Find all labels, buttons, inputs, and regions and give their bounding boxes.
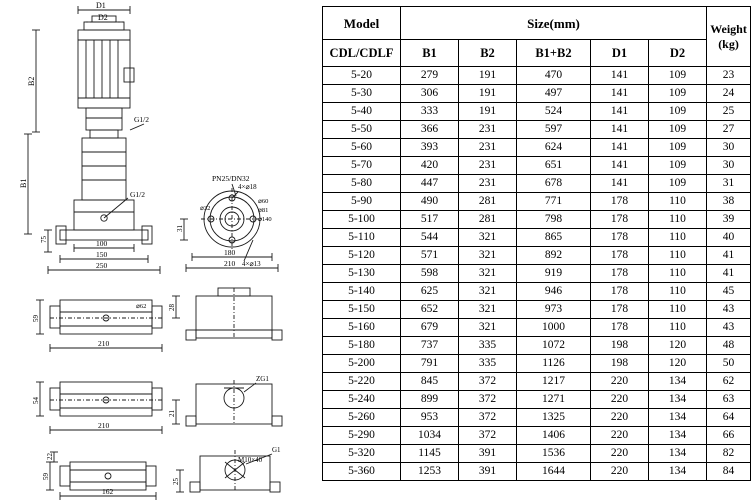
cell-weight: 24 <box>707 85 751 103</box>
cell-b1b2: 771 <box>517 193 591 211</box>
cell-d2: 120 <box>649 337 707 355</box>
label-v3-210: 210 <box>98 421 110 430</box>
cell-d2: 109 <box>649 103 707 121</box>
cell-weight: 43 <box>707 319 751 337</box>
label-4x13: 4×⌀13 <box>242 260 261 268</box>
cell-b1b2: 1406 <box>517 427 591 445</box>
label-v2-210: 210 <box>98 339 110 348</box>
cell-b1b2: 865 <box>517 229 591 247</box>
cell-b1: 953 <box>401 409 459 427</box>
label-75: 75 <box>40 236 48 243</box>
cell-model: 5-80 <box>323 175 401 193</box>
cell-d1: 178 <box>591 283 649 301</box>
cell-weight: 66 <box>707 427 751 445</box>
cell-d2: 110 <box>649 301 707 319</box>
label-v4-m10: M10×40 <box>238 456 263 464</box>
label-v2-62: ⌀62 <box>136 303 147 310</box>
cell-d1: 220 <box>591 427 649 445</box>
cell-model: 5-100 <box>323 211 401 229</box>
cell-b1: 1034 <box>401 427 459 445</box>
table-row <box>323 121 751 139</box>
label-v2-59: 59 <box>32 315 40 322</box>
cell-b1b2: 1325 <box>517 409 591 427</box>
cell-b1: 899 <box>401 391 459 409</box>
cell-b1b2: 1644 <box>517 463 591 481</box>
cell-model: 5-290 <box>323 427 401 445</box>
label-v4-g1: G1 <box>272 446 281 454</box>
table-row <box>323 337 751 355</box>
cell-weight: 41 <box>707 247 751 265</box>
flange-plan-view <box>176 174 278 272</box>
cell-d2: 110 <box>649 283 707 301</box>
cell-d1: 141 <box>591 139 649 157</box>
cell-d2: 109 <box>649 121 707 139</box>
table-row <box>323 463 751 481</box>
table-row <box>323 409 751 427</box>
cell-model: 5-140 <box>323 283 401 301</box>
cell-d2: 110 <box>649 229 707 247</box>
cell-b2: 372 <box>459 373 517 391</box>
cell-b1b2: 624 <box>517 139 591 157</box>
base-view-4 <box>42 452 156 500</box>
label-31: 31 <box>176 225 184 232</box>
cell-b1: 279 <box>401 67 459 85</box>
cell-b2: 391 <box>459 445 517 463</box>
cell-model: 5-240 <box>323 391 401 409</box>
cell-model: 5-320 <box>323 445 401 463</box>
cell-b1: 366 <box>401 121 459 139</box>
label-g12-top: G1/2 <box>134 115 149 124</box>
cell-b1: 1145 <box>401 445 459 463</box>
cell-d2: 134 <box>649 445 707 463</box>
label-100: 100 <box>96 239 108 248</box>
cell-weight: 25 <box>707 103 751 121</box>
cell-d1: 141 <box>591 121 649 139</box>
cell-model: 5-200 <box>323 355 401 373</box>
cell-b2: 231 <box>459 157 517 175</box>
cell-model: 5-120 <box>323 247 401 265</box>
cell-b1: 333 <box>401 103 459 121</box>
cell-d2: 110 <box>649 247 707 265</box>
table-row <box>323 103 751 121</box>
table-row <box>323 67 751 85</box>
cell-b1b2: 678 <box>517 175 591 193</box>
table-row <box>323 427 751 445</box>
cell-weight: 45 <box>707 283 751 301</box>
cell-model: 5-50 <box>323 121 401 139</box>
pump-technical-drawing <box>0 0 320 500</box>
cell-d2: 109 <box>649 139 707 157</box>
cell-b1: 420 <box>401 157 459 175</box>
label-d1: D1 <box>96 1 106 10</box>
cell-weight: 48 <box>707 337 751 355</box>
pump-elevation-view <box>19 1 160 274</box>
cell-b2: 335 <box>459 355 517 373</box>
cell-d1: 141 <box>591 157 649 175</box>
cell-b1b2: 973 <box>517 301 591 319</box>
cell-b1: 447 <box>401 175 459 193</box>
cell-b2: 321 <box>459 229 517 247</box>
cell-d1: 141 <box>591 103 649 121</box>
cell-d1: 141 <box>591 85 649 103</box>
cell-model: 5-110 <box>323 229 401 247</box>
cell-weight: 63 <box>707 391 751 409</box>
cell-d2: 134 <box>649 373 707 391</box>
cell-b1b2: 524 <box>517 103 591 121</box>
cell-d2: 110 <box>649 193 707 211</box>
cell-b1b2: 892 <box>517 247 591 265</box>
label-v4-25: 25 <box>172 478 180 485</box>
cell-model: 5-40 <box>323 103 401 121</box>
cell-weight: 38 <box>707 193 751 211</box>
cell-d1: 220 <box>591 445 649 463</box>
label-flange-spec: PN25/DN32 <box>212 174 250 183</box>
base-view-4b <box>172 446 281 492</box>
cell-d2: 109 <box>649 157 707 175</box>
cell-b1: 517 <box>401 211 459 229</box>
label-d2: D2 <box>98 13 108 22</box>
cell-d2: 110 <box>649 211 707 229</box>
cell-model: 5-260 <box>323 409 401 427</box>
cell-b2: 191 <box>459 67 517 85</box>
cell-b2: 321 <box>459 283 517 301</box>
table-row <box>323 301 751 319</box>
cell-b2: 191 <box>459 103 517 121</box>
cell-b1: 393 <box>401 139 459 157</box>
cell-d1: 198 <box>591 355 649 373</box>
cell-b1b2: 1000 <box>517 319 591 337</box>
cell-weight: 43 <box>707 301 751 319</box>
cell-b2: 321 <box>459 319 517 337</box>
cell-d1: 178 <box>591 301 649 319</box>
cell-weight: 39 <box>707 211 751 229</box>
cell-b2: 231 <box>459 121 517 139</box>
cell-d1: 220 <box>591 391 649 409</box>
table-row <box>323 319 751 337</box>
cell-weight: 23 <box>707 67 751 85</box>
table-row <box>323 229 751 247</box>
base-view-3b <box>168 375 282 426</box>
label-b1: B1 <box>19 178 28 188</box>
table-row <box>323 211 751 229</box>
cell-model: 5-20 <box>323 67 401 85</box>
cell-b2: 281 <box>459 193 517 211</box>
header-d1: D1 <box>591 40 649 67</box>
cell-weight: 64 <box>707 409 751 427</box>
cell-d2: 134 <box>649 391 707 409</box>
header-model: Model <box>323 7 401 40</box>
cell-b2: 372 <box>459 391 517 409</box>
table-header-row-2 <box>323 40 751 67</box>
cell-d1: 141 <box>591 67 649 85</box>
cell-weight: 82 <box>707 445 751 463</box>
label-v4-22: 22 <box>46 453 54 460</box>
label-g12-mid: G1/2 <box>130 190 145 199</box>
base-view-3 <box>32 382 162 434</box>
cell-b1b2: 1217 <box>517 373 591 391</box>
label-d32: ⌀32 <box>200 205 211 212</box>
table-row <box>323 355 751 373</box>
cell-model: 5-30 <box>323 85 401 103</box>
cell-weight: 41 <box>707 265 751 283</box>
header-weight <box>707 7 751 67</box>
cell-weight: 30 <box>707 139 751 157</box>
cell-b2: 391 <box>459 463 517 481</box>
header-b1b2: B1+B2 <box>517 40 591 67</box>
cell-d1: 141 <box>591 175 649 193</box>
cell-b1b2: 1271 <box>517 391 591 409</box>
cell-d2: 109 <box>649 85 707 103</box>
cell-model: 5-90 <box>323 193 401 211</box>
cell-weight: 27 <box>707 121 751 139</box>
cell-b1: 845 <box>401 373 459 391</box>
base-view-2 <box>32 300 162 352</box>
dimensions-table-wrapper <box>322 6 750 496</box>
cell-d1: 220 <box>591 373 649 391</box>
cell-d1: 178 <box>591 229 649 247</box>
label-150: 150 <box>96 250 108 259</box>
cell-weight: 62 <box>707 373 751 391</box>
cell-b2: 281 <box>459 211 517 229</box>
label-4x18: 4×⌀18 <box>238 183 257 191</box>
dimensions-table <box>322 6 751 481</box>
cell-b1: 652 <box>401 301 459 319</box>
table-row <box>323 175 751 193</box>
cell-b2: 372 <box>459 427 517 445</box>
label-250: 250 <box>96 261 108 270</box>
header-b2: B2 <box>459 40 517 67</box>
cell-d2: 110 <box>649 265 707 283</box>
cell-b2: 321 <box>459 265 517 283</box>
cell-weight: 40 <box>707 229 751 247</box>
label-d81: ⌀81 <box>258 207 269 214</box>
label-v4-59: 59 <box>42 473 50 480</box>
cell-b1: 1253 <box>401 463 459 481</box>
cell-model: 5-60 <box>323 139 401 157</box>
cell-d1: 220 <box>591 463 649 481</box>
cell-weight: 84 <box>707 463 751 481</box>
cell-b2: 372 <box>459 409 517 427</box>
label-b2: B2 <box>27 76 36 86</box>
label-v4-162: 162 <box>102 487 114 496</box>
label-zg1: ZG1 <box>256 375 269 383</box>
cell-d2: 134 <box>649 463 707 481</box>
cell-b2: 335 <box>459 337 517 355</box>
cell-b1b2: 651 <box>517 157 591 175</box>
header-weight-line1: Weight <box>710 21 747 36</box>
cell-model: 5-180 <box>323 337 401 355</box>
cell-d1: 178 <box>591 247 649 265</box>
table-row <box>323 85 751 103</box>
table-row <box>323 157 751 175</box>
cell-b1b2: 798 <box>517 211 591 229</box>
cell-b1: 625 <box>401 283 459 301</box>
cell-b1b2: 1536 <box>517 445 591 463</box>
cell-b1: 571 <box>401 247 459 265</box>
cell-b1b2: 1126 <box>517 355 591 373</box>
cell-b1: 544 <box>401 229 459 247</box>
cell-b1: 679 <box>401 319 459 337</box>
cell-weight: 30 <box>707 157 751 175</box>
header-d2: D2 <box>649 40 707 67</box>
table-header-row-1 <box>323 7 751 40</box>
cell-b1: 598 <box>401 265 459 283</box>
table-row <box>323 283 751 301</box>
header-weight-line2: (kg) <box>718 36 739 51</box>
cell-model: 5-220 <box>323 373 401 391</box>
cell-model: 5-70 <box>323 157 401 175</box>
table-row <box>323 265 751 283</box>
header-model-sub: CDL/CDLF <box>323 40 401 67</box>
cell-model: 5-130 <box>323 265 401 283</box>
cell-b1b2: 497 <box>517 85 591 103</box>
cell-d2: 109 <box>649 67 707 85</box>
cell-b2: 321 <box>459 301 517 319</box>
cell-d2: 134 <box>649 409 707 427</box>
cell-d1: 178 <box>591 211 649 229</box>
label-v3-21: 21 <box>168 410 176 417</box>
label-d140: ⌀140 <box>258 216 272 223</box>
cell-model: 5-360 <box>323 463 401 481</box>
cell-b1b2: 946 <box>517 283 591 301</box>
cell-d2: 110 <box>649 319 707 337</box>
cell-d1: 178 <box>591 193 649 211</box>
cell-b1b2: 1072 <box>517 337 591 355</box>
cell-d2: 134 <box>649 427 707 445</box>
table-row <box>323 391 751 409</box>
base-view-2b <box>168 288 282 340</box>
cell-model: 5-150 <box>323 301 401 319</box>
cell-b1b2: 470 <box>517 67 591 85</box>
table-row <box>323 373 751 391</box>
cell-b1: 306 <box>401 85 459 103</box>
cell-d1: 178 <box>591 319 649 337</box>
header-size: Size(mm) <box>401 7 707 40</box>
header-b1: B1 <box>401 40 459 67</box>
label-210-flange: 210 <box>224 259 236 268</box>
table-row <box>323 445 751 463</box>
cell-d2: 109 <box>649 175 707 193</box>
cell-b1b2: 597 <box>517 121 591 139</box>
cell-model: 5-160 <box>323 319 401 337</box>
label-v2-28: 28 <box>168 304 176 311</box>
table-row <box>323 247 751 265</box>
cell-weight: 50 <box>707 355 751 373</box>
cell-b2: 321 <box>459 247 517 265</box>
cell-weight: 31 <box>707 175 751 193</box>
table-row <box>323 139 751 157</box>
cell-b1: 737 <box>401 337 459 355</box>
cell-b1: 490 <box>401 193 459 211</box>
cell-b2: 231 <box>459 139 517 157</box>
label-180: 180 <box>224 248 236 257</box>
table-row <box>323 193 751 211</box>
cell-d1: 178 <box>591 265 649 283</box>
cell-b2: 231 <box>459 175 517 193</box>
cell-b1: 791 <box>401 355 459 373</box>
cell-d2: 120 <box>649 355 707 373</box>
label-d60: ⌀60 <box>258 198 269 205</box>
cell-d1: 198 <box>591 337 649 355</box>
cell-d1: 220 <box>591 409 649 427</box>
label-v3-54: 54 <box>32 397 40 404</box>
cell-b1b2: 919 <box>517 265 591 283</box>
cell-b2: 191 <box>459 85 517 103</box>
